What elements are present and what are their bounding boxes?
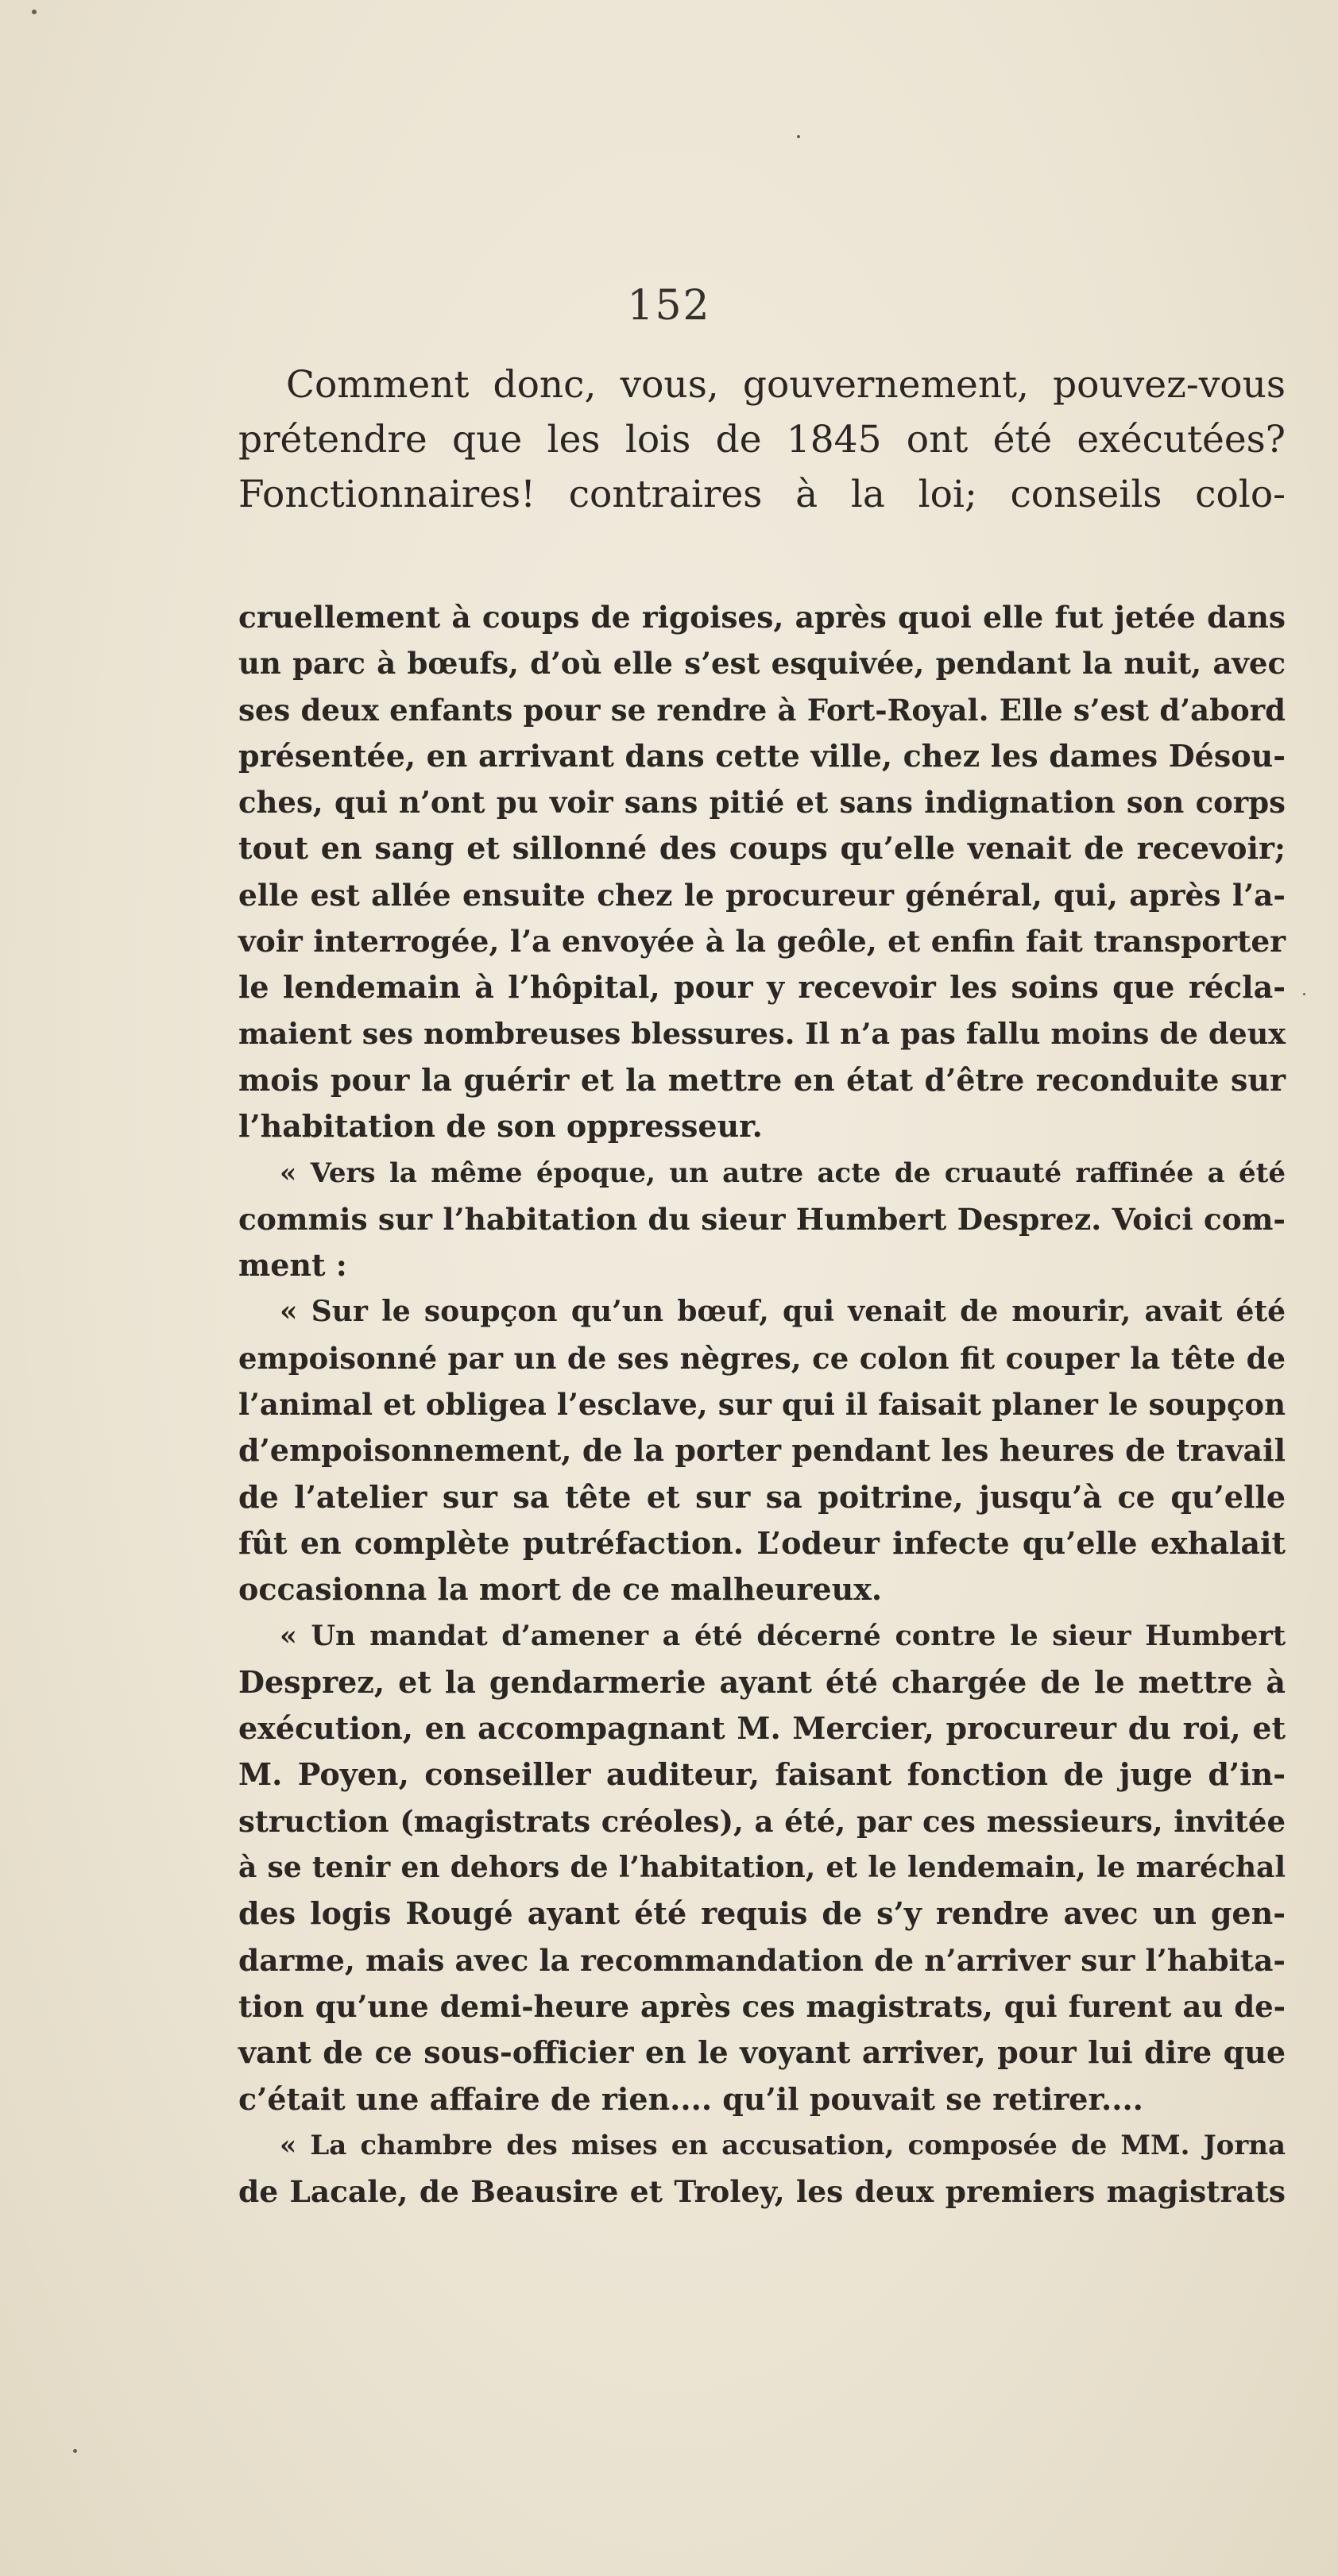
quote-line: M. Poyen, conseiller auditeur, faisant fonction de juge d’in- bbox=[238, 1756, 1286, 1793]
quote-line: des logis Rougé ayant été requis de s’y rendre avec un gen- bbox=[238, 1895, 1286, 1932]
quote-line: ment : bbox=[238, 1247, 347, 1284]
main-text-line: prétendre que les lois de 1845 ont été exécutées? bbox=[238, 418, 1286, 462]
quote-line: l’habitation de son oppresseur. bbox=[238, 1108, 763, 1145]
quote-line: d’empoisonnement, de la porter pendant les heures de travail bbox=[238, 1432, 1286, 1469]
quote-line: maient ses nombreuses blessures. Il n’a pas fallu moins de deux bbox=[238, 1016, 1286, 1051]
quote-line: de l’atelier sur sa tête et sur sa poitrine, jusqu’à ce qu’elle bbox=[238, 1478, 1286, 1515]
quote-line: struction (magistrats créoles), a été, par ces messieurs, invitée bbox=[238, 1803, 1286, 1839]
quote-line: fût en complète putréfaction. L’odeur infecte qu’elle exhalait bbox=[238, 1524, 1286, 1561]
quote-line: exécution, en accompagnant M. Mercier, procureur du roi, et bbox=[238, 1710, 1286, 1747]
page-number: 152 bbox=[627, 282, 711, 330]
quote-line: ches, qui n’ont pu voir sans pitié et sans indignation son corps bbox=[238, 785, 1286, 821]
quote-line: c’était une affaire de rien.... qu’il pouvait se retirer.... bbox=[238, 2080, 1143, 2117]
main-text-line: Fonctionnaires! contraires à la loi; conseils colo- bbox=[238, 473, 1286, 516]
quote-line: « Un mandat d’amener a été décerné contre le sieur Humbert bbox=[280, 1619, 1286, 1652]
quote-line: « La chambre des mises en accusation, composée de MM. Jorna bbox=[280, 2129, 1286, 2161]
quote-line: occasionna la mort de ce malheureux. bbox=[238, 1571, 883, 1608]
main-text-paragraph bbox=[238, 357, 1286, 522]
quote-line: cruellement à coups de rigoises, après quoi elle fut jetée dans bbox=[238, 600, 1286, 635]
quote-line: tout en sang et sillonné des coups qu’elle venait de recevoir; bbox=[238, 830, 1286, 867]
quote-line: Desprez, et la gendarmerie ayant été chargée de le mettre à bbox=[238, 1663, 1286, 1700]
quote-line: ses deux enfants pour se rendre à Fort-Royal. Elle s’est d’abord bbox=[238, 692, 1286, 728]
quote-line: vant de ce sous-officier en le voyant arriver, pour lui dire que bbox=[238, 2034, 1286, 2071]
quote-line: « Sur le soupçon qu’un bœuf, qui venait de mourir, avait été bbox=[280, 1295, 1286, 1329]
quote-line: voir interrogée, l’a envoyée à la geôle, et enfin fait transporter bbox=[238, 924, 1286, 960]
quote-line: darme, mais avec la recommandation de n’arriver sur l’habita- bbox=[238, 1942, 1286, 1978]
quote-line: tion qu’une demi-heure après ces magistrats, qui furent au de- bbox=[238, 1988, 1286, 2024]
main-text-line: Comment donc, vous, gouvernement, pouvez-vous bbox=[286, 363, 1286, 407]
quote-line: elle est allée ensuite chez le procureur général, qui, après l’a- bbox=[238, 877, 1286, 913]
quote-line: empoisonné par un de ses nègres, ce colon fit couper la tête de bbox=[238, 1340, 1286, 1376]
quote-line: de Lacale, de Beausire et Troley, les deux premiers magistrats bbox=[238, 2174, 1286, 2210]
quote-line: l’animal et obligea l’esclave, sur qui il faisait planer le soupçon bbox=[238, 1387, 1286, 1423]
quote-line: « Vers la même époque, un autre acte de cruauté raffinée a été bbox=[280, 1157, 1286, 1189]
quote-line: à se tenir en dehors de l’habitation, et le lendemain, le maréchal bbox=[238, 1851, 1286, 1885]
quote-line: un parc à bœufs, d’où elle s’est esquivée, pendant la nuit, avec bbox=[238, 646, 1286, 682]
quote-line: commis sur l’habitation du sieur Humbert Desprez. Voici com- bbox=[238, 1201, 1286, 1237]
quote-line: mois pour la guérir et la mettre en état d’être reconduite sur bbox=[238, 1061, 1286, 1098]
quoted-report-block bbox=[238, 594, 1286, 2215]
quote-line: présentée, en arrivant dans cette ville, chez les dames Désou- bbox=[238, 737, 1286, 774]
quote-line: le lendemain à l’hôpital, pour y recevoir les soins que récla- bbox=[238, 969, 1286, 1006]
